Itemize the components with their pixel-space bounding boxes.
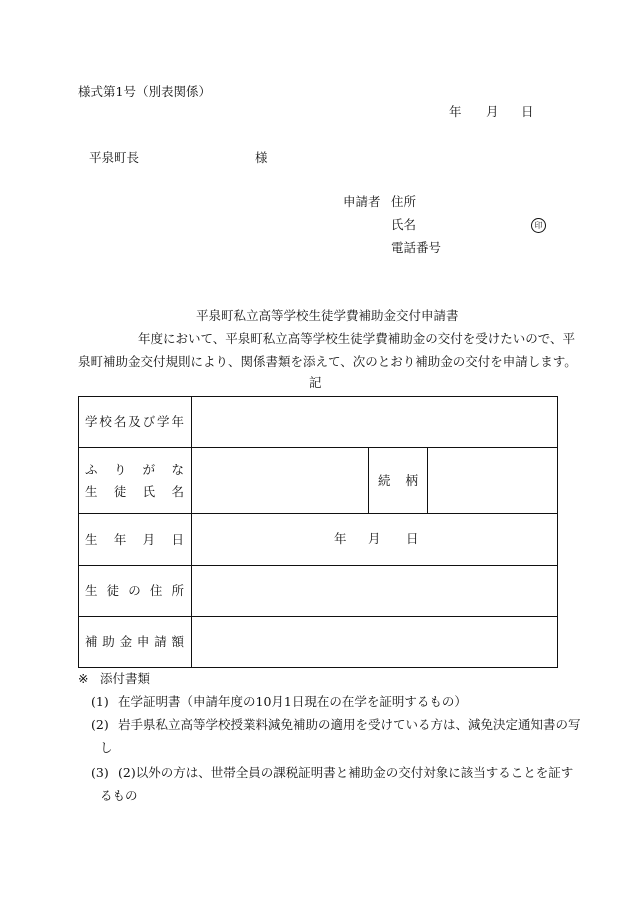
attachment-2-continuation: し bbox=[100, 740, 113, 755]
applicant-name-label: 氏名 bbox=[391, 217, 417, 232]
amount-label: 補 助 金 申 請 額 bbox=[79, 617, 192, 668]
relation-label: 続 柄 bbox=[369, 448, 428, 514]
student-name-label bbox=[79, 448, 192, 514]
applicant-address-label: 住所 bbox=[391, 194, 417, 209]
birth-label: 生 年 月 日 bbox=[79, 514, 192, 566]
relation-value-cell[interactable] bbox=[428, 448, 558, 514]
attachments-mark: ※ bbox=[78, 671, 89, 686]
seal-mark bbox=[531, 218, 546, 233]
intro-line-2: 泉町補助金交付規則により、関係書類を添えて、次のとおり補助金の交付を申請します。 bbox=[78, 354, 577, 369]
attachment-1-number: (1) bbox=[91, 694, 109, 709]
student-address-label: 生 徒 の 住 所 bbox=[79, 566, 192, 617]
birth-month-label: 月 bbox=[368, 530, 381, 546]
attachment-3-text: (2)以外の方は、世帯全員の課税証明書と補助金の交付対象に該当することを証す bbox=[118, 765, 574, 780]
intro-line-1: 年度において、平泉町私立高等学校生徒学費補助金の交付を受けたいので、平 bbox=[138, 331, 576, 346]
birth-value-cell[interactable] bbox=[192, 514, 558, 566]
date-year-label: 年 bbox=[449, 104, 462, 119]
attachment-3-continuation: るもの bbox=[100, 788, 138, 803]
student-name-label-text: 生 徒 氏 名 bbox=[85, 483, 184, 499]
date-month-label: 月 bbox=[486, 104, 499, 119]
furigana-label: ふ り が な bbox=[85, 462, 184, 478]
addressee-name: 平泉町長 bbox=[89, 150, 140, 165]
attachments-header: 添付書類 bbox=[100, 671, 151, 686]
row-amount bbox=[79, 617, 558, 668]
application-table bbox=[78, 396, 558, 668]
row-student-name bbox=[79, 448, 558, 514]
row-school bbox=[79, 397, 558, 448]
form-number: 様式第1号（別表関係） bbox=[78, 84, 211, 99]
date-day-label: 日 bbox=[521, 104, 534, 119]
row-birth bbox=[79, 514, 558, 566]
attachment-2-number: (2) bbox=[91, 717, 109, 732]
document-title: 平泉町私立高等学校生徒学費補助金交付申請書 bbox=[196, 308, 459, 323]
applicant-label: 申請者 bbox=[343, 194, 381, 209]
birth-day-label: 日 bbox=[406, 530, 419, 546]
birth-year-label: 年 bbox=[334, 530, 347, 546]
applicant-phone-label: 電話番号 bbox=[391, 240, 442, 255]
amount-value-cell[interactable] bbox=[192, 617, 558, 668]
seal-circle: 印 bbox=[531, 218, 546, 233]
addressee-honorific: 様 bbox=[255, 150, 268, 165]
student-name-value-cell[interactable] bbox=[192, 448, 369, 514]
school-label: 学 校 名 及 び 学 年 bbox=[79, 397, 192, 448]
ki-heading: 記 bbox=[309, 375, 322, 390]
attachment-2-text: 岩手県私立高等学校授業料減免補助の適用を受けている方は、減免決定通知書の写 bbox=[118, 717, 581, 732]
row-address bbox=[79, 566, 558, 617]
school-value-cell[interactable] bbox=[192, 397, 558, 448]
attachment-1-text: 在学証明書（申請年度の10月1日現在の在学を証明するもの） bbox=[118, 694, 467, 709]
attachment-3-number: (3) bbox=[91, 765, 109, 780]
student-address-value-cell[interactable] bbox=[192, 566, 558, 617]
